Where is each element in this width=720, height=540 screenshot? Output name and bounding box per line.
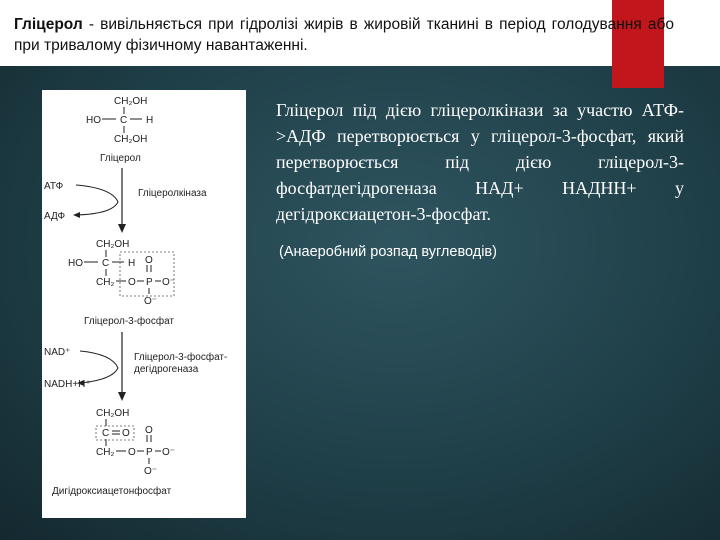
g3p-row2-left: HO xyxy=(68,258,83,269)
arrow-head xyxy=(73,212,80,218)
note-text: (Анаеробний розпад вуглеводів) xyxy=(279,244,497,260)
dhap-row2-c: C xyxy=(102,428,110,439)
g3p-row2-right: H xyxy=(128,258,136,269)
dhap-p: P xyxy=(146,447,153,458)
adp-label: АДФ xyxy=(44,211,66,222)
intro-paragraph xyxy=(14,14,674,56)
glycerol-row1: CH₂OH xyxy=(114,96,148,107)
g3p-p: P xyxy=(146,277,153,288)
dhap-o-bottom: O⁻ xyxy=(144,466,158,477)
g3p-row3: CH₂ xyxy=(96,277,115,288)
g3p-row1: CH₂OH xyxy=(96,239,130,250)
g3pdh-label-line2: дегідрогеназа xyxy=(134,364,199,375)
nadh-label: NADH+H⁺ xyxy=(44,379,91,390)
cofactor-curve-arrow xyxy=(76,185,118,215)
g3p-row2-c: C xyxy=(102,258,110,269)
dhap-o-right: O⁻ xyxy=(162,447,176,458)
glycerol-row2-right: H xyxy=(146,115,154,126)
g3p-o-top: O xyxy=(145,255,153,266)
nad-label: NAD⁺ xyxy=(44,347,71,358)
g3p-o-bottom: O⁻ xyxy=(144,296,158,307)
g3pdh-label-line1: Гліцерол-3-фосфат- xyxy=(134,352,228,363)
intro-term: Гліцерол xyxy=(14,16,83,33)
intro-text: - вивільняється при гідролізі жирів в жировій тканині в період голодування або при тривалому фізичному навантаженні. xyxy=(14,16,674,54)
reaction-scheme xyxy=(42,90,246,518)
dhap-o-bridge: O xyxy=(128,447,136,458)
atp-label: АТФ xyxy=(44,181,64,192)
dhap-name: Дигідроксиацетонфосфат xyxy=(52,486,172,497)
arrow-head xyxy=(118,392,126,401)
g3p-o-bridge: O xyxy=(128,277,136,288)
dhap-row3: CH₂ xyxy=(96,447,115,458)
main-paragraph: Гліцерол під дією гліцеролкінази за участю АТФ->АДФ перетворюється у гліцерол-3-фосфат, який перетворюється під дією гліцерол-3-фосфатдегідрогеназа НАД+ НАДНН+ у дегідроксиацетон-3-фосфат. xyxy=(276,100,684,224)
glycerol-kinase-label: Гліцеролкіназа xyxy=(138,188,207,199)
glycerol-row2-c: C xyxy=(120,115,128,126)
glycerol-name: Гліцерол xyxy=(100,153,141,164)
glycerol-row2-left: HO xyxy=(86,115,101,126)
dhap-row1: CH₂OH xyxy=(96,408,130,419)
reaction-scheme-svg xyxy=(42,90,246,518)
g3p-name: Гліцерол-3-фосфат xyxy=(84,316,174,327)
dhap-o-top: O xyxy=(145,425,153,436)
dhap-row2-o: O xyxy=(122,428,130,439)
glycerol-row3: CH₂OH xyxy=(114,134,148,145)
arrow-head xyxy=(118,224,126,233)
g3p-o-right: O⁻ xyxy=(162,277,176,288)
